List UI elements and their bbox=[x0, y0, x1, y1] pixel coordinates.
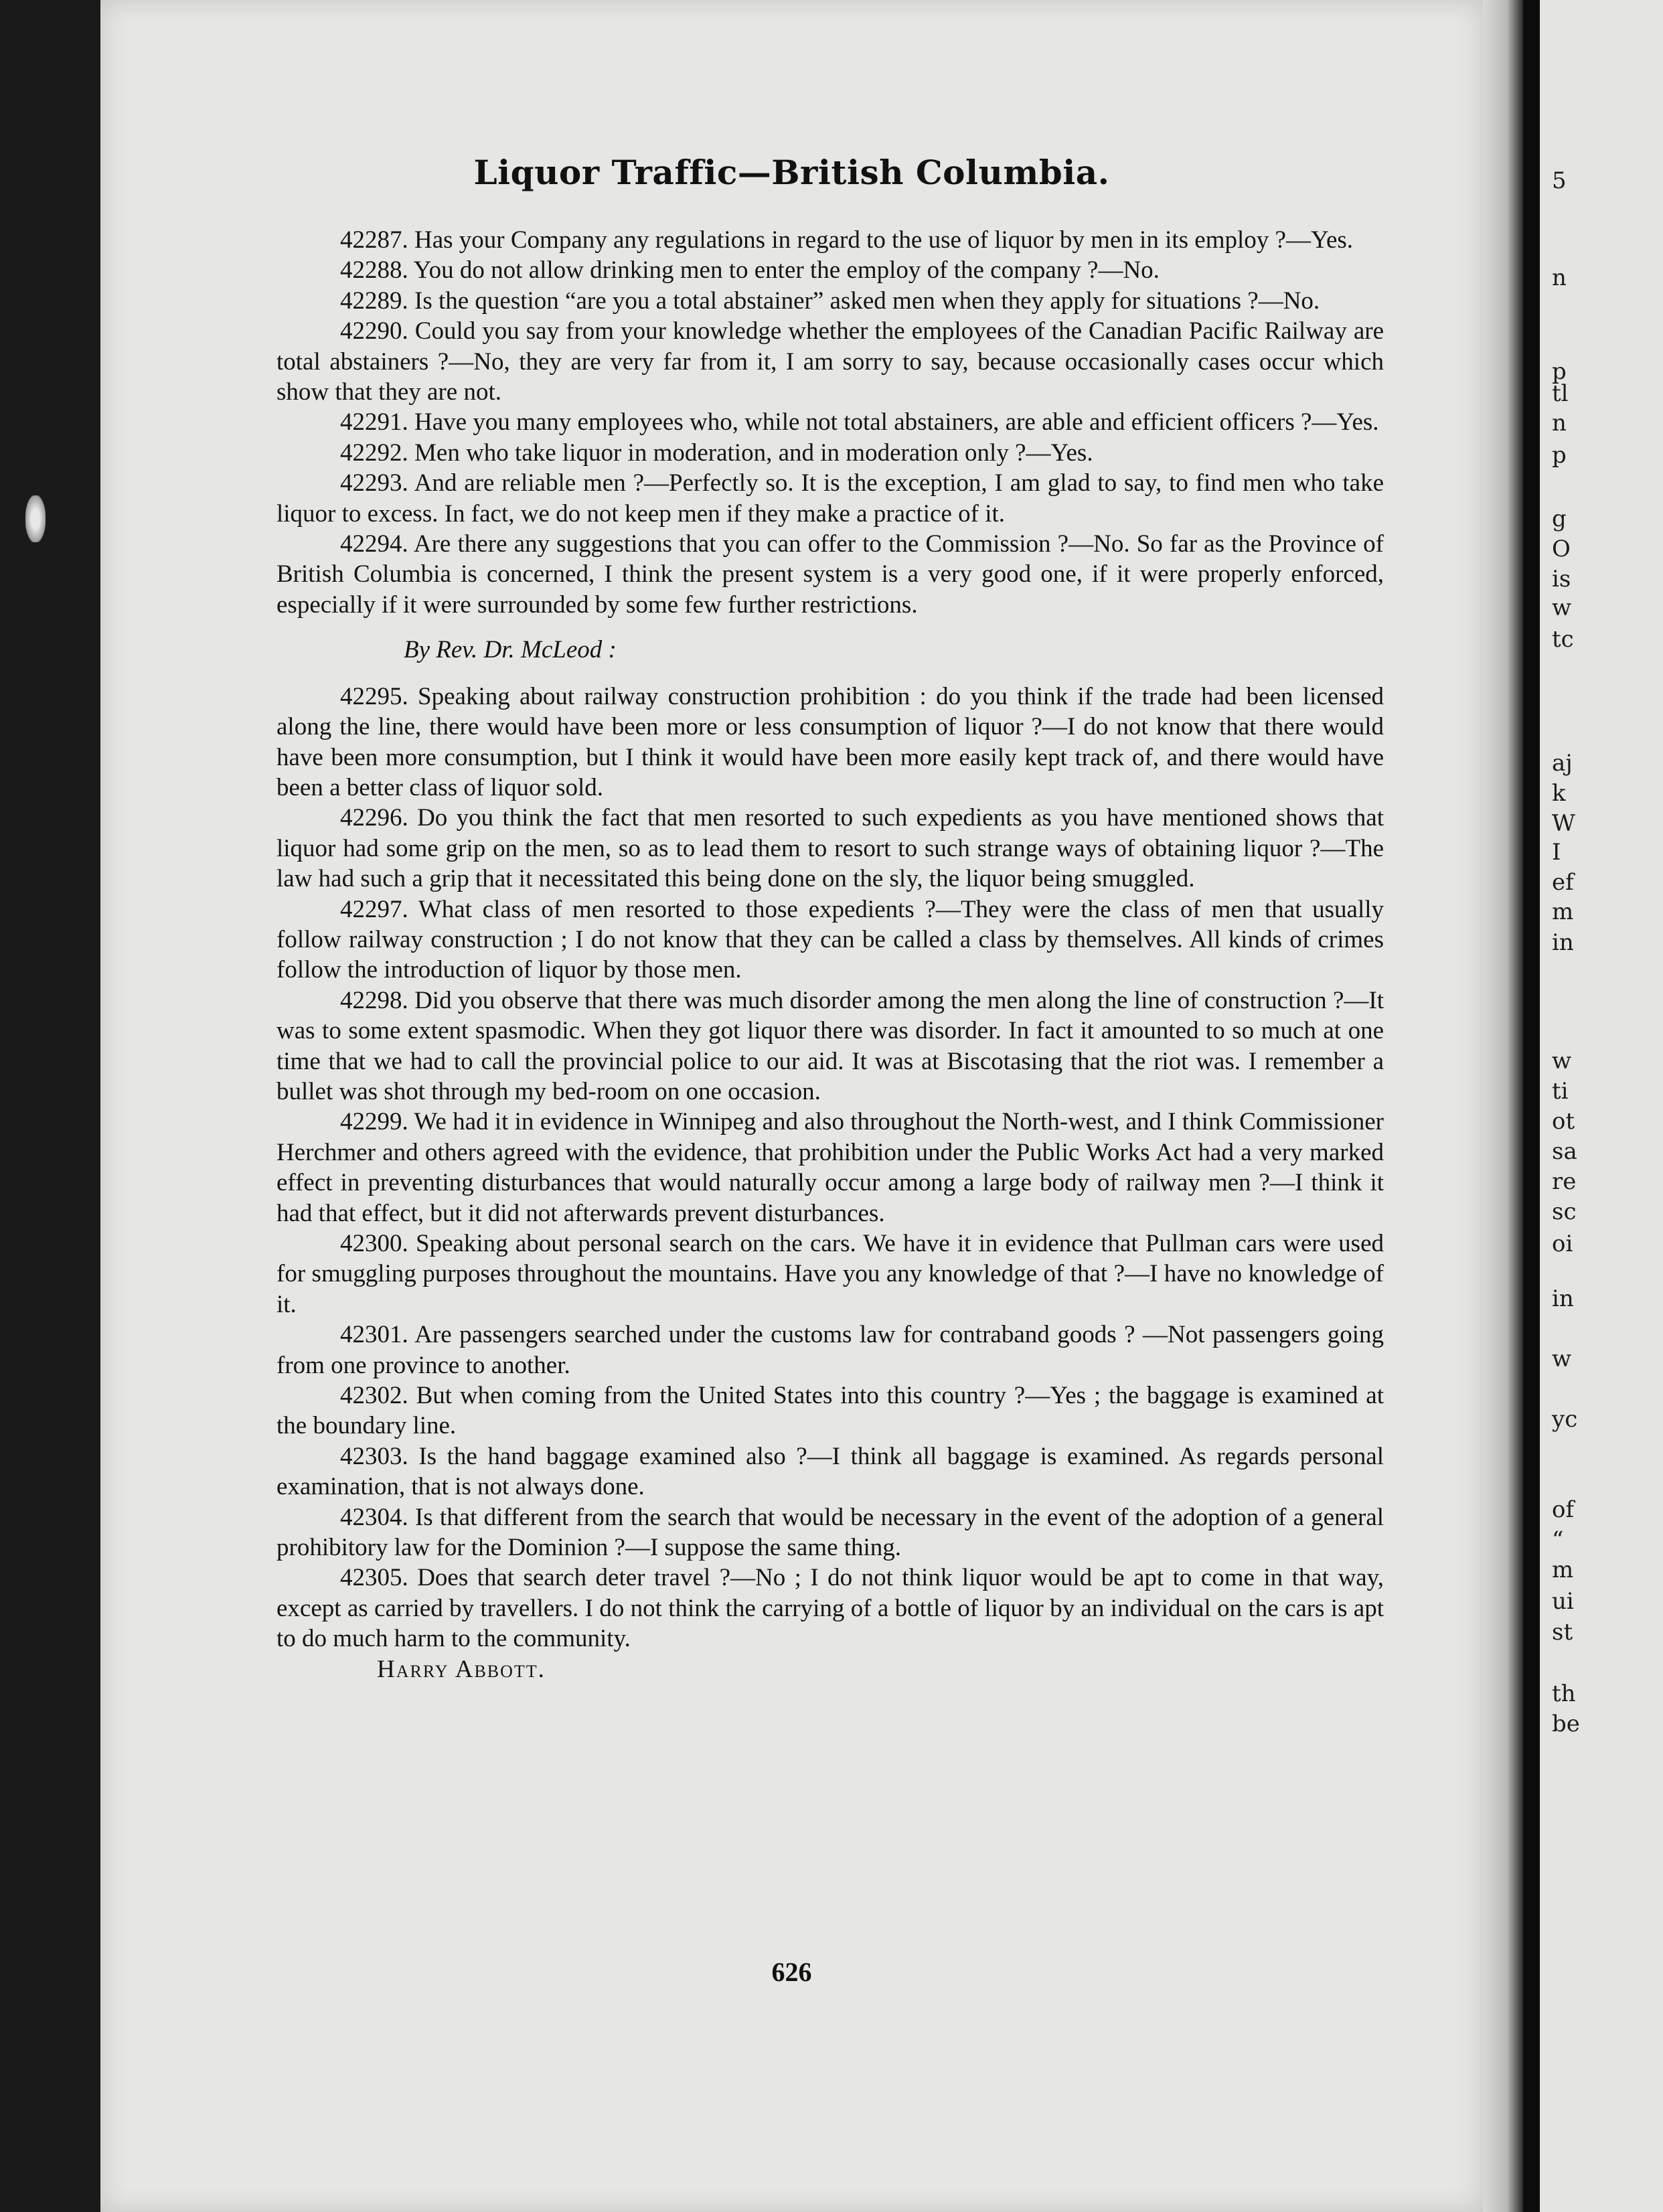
question-entry bbox=[276, 894, 1384, 985]
question-number: 42290. bbox=[340, 317, 408, 345]
facing-page-letter: ti bbox=[1552, 1078, 1569, 1105]
question-text: Men who take liquor in moderation, and in moderation only ?—Yes. bbox=[414, 439, 1093, 467]
facing-page-letter: in bbox=[1552, 929, 1574, 956]
facing-page-letter: ot bbox=[1552, 1108, 1575, 1135]
question-number: 42302. bbox=[340, 1382, 408, 1410]
facing-page-letter: g bbox=[1552, 505, 1567, 532]
facing-page-letter: yc bbox=[1552, 1406, 1578, 1433]
question-number: 42298. bbox=[340, 986, 408, 1014]
question-entry bbox=[276, 286, 1384, 316]
question-entry bbox=[276, 1502, 1384, 1563]
testimony-part-2 bbox=[276, 682, 1384, 1654]
facing-page-letter: k bbox=[1552, 780, 1566, 807]
facing-page-letter: w bbox=[1552, 1048, 1572, 1075]
facing-page-letter: 5 bbox=[1552, 167, 1567, 194]
facing-page-letter: I bbox=[1552, 839, 1561, 866]
question-entry bbox=[276, 316, 1384, 407]
facing-page-letter: tc bbox=[1552, 626, 1574, 653]
question-number: 42300. bbox=[340, 1230, 408, 1257]
facing-page-letter: of bbox=[1552, 1496, 1575, 1523]
question-number: 42294. bbox=[340, 530, 408, 558]
question-text: Is that different from the search that would be necessary in the event of the adoption of a general prohibitory law for the Dominion ?—I suppose the same thing. bbox=[276, 1503, 1384, 1562]
facing-page-letter: n bbox=[1552, 410, 1567, 437]
question-text: Have you many employees who, while not total abstainers, are able and efficient officers ?—Yes. bbox=[414, 408, 1379, 437]
question-text: We had it in evidence in Winnipeg and also throughout the North-west, and I think Commissioner Herchmer and others agreed with the evidence, that prohibition under the Public Works Act had a very marked effect in preventing disturbances that would naturally occur among a large body of railway men ?—I think it had that effect, but it did not afterwards prevent disturbances. bbox=[276, 1108, 1384, 1227]
question-text: Is the hand baggage examined also ?—I think all baggage is examined. As regards personal examination, that is not always done. bbox=[276, 1442, 1384, 1501]
witness-signature: Harry Abbott. bbox=[377, 1655, 546, 1683]
facing-page-letter: in bbox=[1552, 1285, 1574, 1312]
question-entry bbox=[276, 803, 1384, 894]
facing-page-letter: sc bbox=[1552, 1198, 1577, 1225]
question-number: 42292. bbox=[340, 439, 408, 467]
question-entry bbox=[276, 529, 1384, 620]
facing-page-letter: sa bbox=[1552, 1138, 1577, 1165]
facing-page-letter: O bbox=[1552, 536, 1571, 562]
question-number: 42299. bbox=[340, 1108, 408, 1136]
question-entry bbox=[276, 225, 1384, 255]
facing-page-letter: m bbox=[1552, 898, 1574, 925]
question-text: Do you think the fact that men resorted to such expedients as you have mentioned shows that liquor had some grip on the men, so as to lead them to resort to such strange ways of obtaining liquor ?—The law had such a grip that it necessitated this being done on the sly, the liquor being smuggled. bbox=[276, 804, 1384, 893]
running-heading: Liquor Traffic—British Columbia. bbox=[473, 153, 1110, 192]
examiner-heading: By Rev. Dr. McLeod : bbox=[404, 636, 617, 664]
facing-page-letter: be bbox=[1552, 1711, 1580, 1737]
question-entry bbox=[276, 438, 1384, 468]
facing-page-letter: w bbox=[1552, 1346, 1572, 1372]
question-text: Speaking about personal search on the cars. We have it in evidence that Pullman cars were used for smuggling purposes throughout the mountains. Have you any knowledge of that ?—I have no knowledge of it. bbox=[276, 1230, 1384, 1318]
question-number: 42304. bbox=[340, 1503, 408, 1531]
question-text: Does that search deter travel ?—No ; I do not think liquor would be apt to come in that way, except as carried by travellers. I do not think the carrying of a bottle of liquor by an individual on the cars is apt to do much harm to the community. bbox=[276, 1564, 1384, 1653]
facing-page-letter: ui bbox=[1552, 1588, 1574, 1615]
question-entry bbox=[276, 1320, 1384, 1380]
facing-page-letter: m bbox=[1552, 1557, 1574, 1583]
page-number: 626 bbox=[771, 1957, 812, 1987]
facing-page-letter: oi bbox=[1552, 1231, 1573, 1257]
book-gutter bbox=[1523, 0, 1540, 2212]
page-edge-shadow bbox=[1483, 0, 1523, 2212]
question-number: 42287. bbox=[340, 226, 408, 254]
question-entry bbox=[276, 468, 1384, 529]
question-number: 42295. bbox=[340, 682, 408, 710]
question-number: 42301. bbox=[340, 1321, 408, 1349]
question-entry bbox=[276, 1107, 1384, 1229]
question-text: Did you observe that there was much disorder among the men along the line of construction ?—It was to some extent spasmodic. When they got liquor there was disorder. In fact it amounted to so much at one time that we had to call the provincial police to our aid. It was at Biscotasing that the riot was. I remember a bullet was shot through my bed-room on one occasion. bbox=[276, 986, 1384, 1105]
question-text: And are reliable men ?—Perfectly so. It is the exception, I am glad to say, to find men who take liquor to excess. In fact, we do not keep men if they make a practice of it. bbox=[276, 469, 1384, 528]
facing-page-letter: re bbox=[1552, 1168, 1577, 1195]
question-entry bbox=[276, 1441, 1384, 1502]
question-number: 42289. bbox=[340, 287, 408, 315]
facing-page-letter: W bbox=[1552, 810, 1575, 837]
binding-hole-mark bbox=[25, 495, 46, 542]
facing-page-letter: n bbox=[1552, 264, 1567, 291]
facing-page-letter: st bbox=[1552, 1619, 1573, 1646]
facing-page-fragment bbox=[1540, 0, 1663, 2212]
facing-page-letter: p bbox=[1552, 442, 1567, 469]
question-number: 42293. bbox=[340, 469, 408, 497]
question-text: Are there any suggestions that you can offer to the Commission ?—No. So far as the Province of British Columbia is concerned, I think the present system is a very good one, if it were properly enforced, especially if it were surrounded by some few further restrictions. bbox=[276, 530, 1384, 619]
facing-page-letter: is bbox=[1552, 566, 1571, 592]
question-entry bbox=[276, 1380, 1384, 1441]
question-entry bbox=[276, 682, 1384, 803]
question-text: You do not allow drinking men to enter the employ of the company ?—No. bbox=[413, 256, 1160, 285]
facing-page-letter: “ bbox=[1552, 1526, 1564, 1553]
testimony-part-1 bbox=[276, 225, 1384, 620]
question-number: 42288. bbox=[340, 256, 408, 285]
question-entry bbox=[276, 407, 1384, 437]
facing-page-letter: ef bbox=[1552, 869, 1574, 896]
facing-page-letter: aj bbox=[1552, 750, 1573, 777]
question-text: Are passengers searched under the customs law for contraband goods ? —Not passengers going from one province to another. bbox=[276, 1321, 1384, 1379]
facing-page-letter: th bbox=[1552, 1680, 1576, 1707]
question-number: 42297. bbox=[340, 895, 408, 923]
question-number: 42291. bbox=[340, 408, 408, 437]
question-text: Has your Company any regulations in regard to the use of liquor by men in its employ ?—Yes. bbox=[414, 226, 1354, 254]
question-text: But when coming from the United States into this country ?—Yes ; the baggage is examined at the boundary line. bbox=[276, 1382, 1384, 1440]
facing-page-letter: tl bbox=[1552, 380, 1569, 407]
question-entry bbox=[276, 985, 1384, 1107]
question-entry bbox=[276, 255, 1384, 285]
question-text: Is the question “are you a total abstainer” asked men when they apply for situations ?—No. bbox=[414, 287, 1320, 315]
question-text: Speaking about railway construction prohibition : do you think if the trade had been licensed along the line, there would have been more or less consumption of liquor ?—I do not know that there would have been more consumption, but I think it would have been more easily kept track of, and there would have been a better class of liquor sold. bbox=[276, 682, 1384, 801]
question-number: 42305. bbox=[340, 1564, 408, 1592]
question-number: 42303. bbox=[340, 1442, 408, 1470]
question-number: 42296. bbox=[340, 804, 408, 832]
question-text: Could you say from your knowledge whether the employees of the Canadian Pacific Railway are total abstainers ?—No, they are very far from it, I am sorry to say, because occasionally cases occur which show that they are not. bbox=[276, 317, 1384, 406]
question-entry bbox=[276, 1563, 1384, 1654]
facing-page-letter: w bbox=[1552, 595, 1572, 621]
question-text: What class of men resorted to those expedients ?—They were the class of men that usually follow railway construction ; I do not know that they can be called a class by themselves. All kinds of crimes follow the introduction of liquor by those men. bbox=[276, 895, 1384, 984]
facing-page-letter: p bbox=[1552, 358, 1567, 385]
testimony-body bbox=[276, 225, 1384, 1684]
question-entry bbox=[276, 1229, 1384, 1320]
